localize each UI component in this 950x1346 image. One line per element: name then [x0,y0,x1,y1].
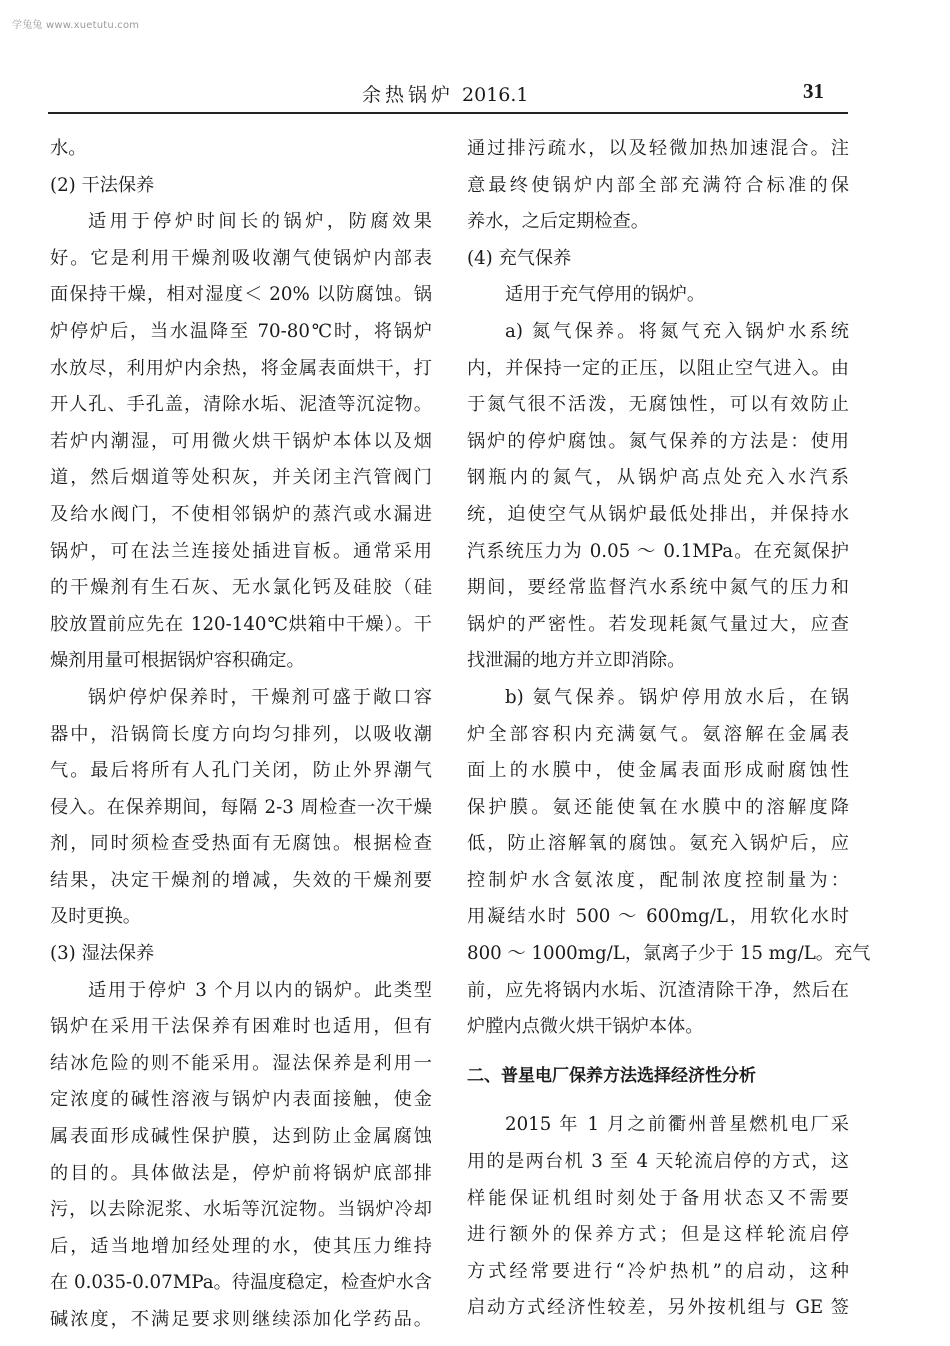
text-line: 定浓度的碱性溶液与锅炉内表面接触，使金 [50,1089,432,1111]
text-line: 侵入。在保养期间，每隔 2-3 周检查一次干燥 [50,796,432,818]
text-line: 胶放置前应先在 120-140℃烘箱中干燥）。干 [50,613,432,635]
text-line: 通过排污疏水，以及轻微加热加速混合。注 [467,138,849,159]
text-line: 面保持干燥，相对湿度＜ 20% 以防腐蚀。锅 [50,284,432,306]
text-line: 在 0.035-0.07MPa。待温度稳定，检查炉水含 [50,1272,432,1294]
left-column [50,131,432,1339]
text-line: 气。最后将所有人孔门关闭，防止外界潮气 [50,760,432,782]
text-line: 800 ～ 1000mg/L，氯离子少于 15 mg/L。充气 [467,943,871,965]
text-line: 锅炉停炉保养时，干燥剂可盛于敞口容 [88,686,432,708]
text-line: 属表面形成碱性保护膜，达到防止金属腐蚀 [50,1126,432,1148]
text-line: 意最终使锅炉内部全部充满符合标准的保 [467,174,849,196]
text-line: 控制炉水含氨浓度，配制浓度控制量为： [467,869,849,891]
right-column [467,131,871,1327]
text-line: 统，迫使空气从锅炉最低处排出，并保持水 [467,503,849,525]
text-line: 用凝结水时 500 ～ 600mg/L，用软化水时 [467,906,849,928]
text-line: 及给水阀门，不使相邻锅炉的蒸汽或水漏进 [50,503,432,525]
right-column-part-2 [467,1107,849,1327]
text-line: 的干燥剂有生石灰、无水氯化钙及硅胶（硅 [50,577,432,599]
subsection-heading: (3) 湿法保养 [50,943,155,965]
text-line: 进行额外的保养方式；但是这样轮流启停 [467,1224,849,1246]
text-line: 适用于停炉 3 个月以内的锅炉。此类型 [88,979,432,1001]
text-line: b) 氨气保养。锅炉停用放水后，在锅 [505,686,849,708]
text-line: 器中，沿锅筒长度方向均匀排列，以吸收潮 [50,723,432,745]
text-line: 低，防止溶解氧的腐蚀。氨充入锅炉后，应 [467,833,849,855]
subsection-heading: (4) 充气保养 [467,247,572,269]
text-line: 开人孔、手孔盖，清除水垢、泥渣等沉淀物。 [50,394,432,416]
text-line: 若炉内潮湿，可用微火烘干锅炉本体以及烟 [50,430,432,452]
text-line: 锅炉的停炉腐蚀。氮气保养的方法是：使用 [467,430,849,452]
text-line: 碱浓度，不满足要求则继续添加化学药品。 [50,1309,432,1330]
text-line: 方式经常要进行“冷炉热机”的启动，这种 [467,1260,849,1282]
text-line: 样能保证机组时刻处于备用状态又不需要 [467,1187,849,1209]
header-rule [48,112,848,114]
text-line: 炉膛内点微火烘干锅炉本体。 [467,1016,704,1038]
text-line: 水。 [50,138,87,159]
text-line: 炉全部容积内充满氨气。氨溶解在金属表 [467,723,849,745]
text-line: 锅炉，可在法兰连接处插进盲板。通常采用 [50,540,432,562]
subsection-heading: (2) 干法保养 [50,174,155,196]
right-column-part-1 [467,131,871,1046]
text-line: 道，然后烟道等处积灰，并关闭主汽管阀门 [50,467,432,489]
text-line: 结冰危险的则不能采用。湿法保养是利用一 [50,1052,432,1074]
text-line: 用的是两台机 3 至 4 天轮流启停的方式，这 [467,1151,849,1173]
text-line: 汽系统压力为 0.05 ～ 0.1MPa。在充氮保护 [467,540,849,562]
text-line: 养水，之后定期检查。 [467,211,649,233]
text-line: 期间，要经常监督汽水系统中氮气的压力和 [467,577,849,599]
text-line: 锅炉的严密性。若发现耗氮气量过大，应查 [467,613,849,635]
text-line: 保护膜。氨还能使氧在水膜中的溶解度降 [467,796,849,818]
text-line: 好。它是利用干燥剂吸收潮气使锅炉内部表 [50,247,432,269]
text-line: 及时更换。 [50,906,141,928]
page-number: 31 [803,79,824,103]
text-line: 的目的。具体做法是，停炉前将锅炉底部排 [50,1162,432,1184]
issue-date: 2016.1 [462,84,529,106]
text-line: 锅炉在采用干法保养有困难时也适用，但有 [50,1016,432,1038]
text-line: 内，并保持一定的正压，以阻止空气进入。由 [467,357,849,379]
text-line: 于氮气很不活泼，无腐蚀性，可以有效防止 [467,394,849,416]
text-line: 炉停炉后，当水温降至 70-80℃时，将锅炉 [50,320,432,342]
text-line: 燥剂用量可根据锅炉容积确定。 [50,650,305,672]
running-head [362,80,529,107]
watermark: 学兔兔 www.xuetutu.com [12,20,140,31]
text-line: 适用于充气停用的锅炉。 [505,284,706,306]
text-line: 剂，同时须检查受热面有无腐蚀。根据检查 [50,833,432,855]
text-line: 前，应先将锅内水垢、沉渣清除干净，然后在 [467,979,849,1001]
text-line: 适用于停炉时间长的锅炉，防腐效果 [88,211,432,233]
text-line: a) 氮气保养。将氮气充入锅炉水系统 [505,320,849,342]
text-line: 2015 年 1 月之前衢州普星燃机电厂采 [505,1114,849,1136]
text-line: 结果，决定干燥剂的增减，失效的干燥剂要 [50,869,432,891]
journal-title: 余热锅炉 [362,84,455,106]
text-line: 启动方式经济性较差，另外按机组与 GE 签 [467,1297,849,1319]
text-line: 后，适当地增加经处理的水，使其压力维持 [50,1235,432,1257]
text-line: 找泄漏的地方并立即消除。 [467,650,686,672]
section-heading: 二、普星电厂保养方法选择经济性分析 [467,1065,756,1086]
text-line: 钢瓶内的氮气，从锅炉高点处充入水汽系 [467,467,849,489]
text-line: 面上的水膜中，使金属表面形成耐腐蚀性 [467,760,849,782]
text-line: 污，以去除泥浆、水垢等沉淀物。当锅炉冷却 [50,1199,432,1221]
text-line: 水放尽，利用炉内余热，将金属表面烘干，打 [50,357,432,379]
